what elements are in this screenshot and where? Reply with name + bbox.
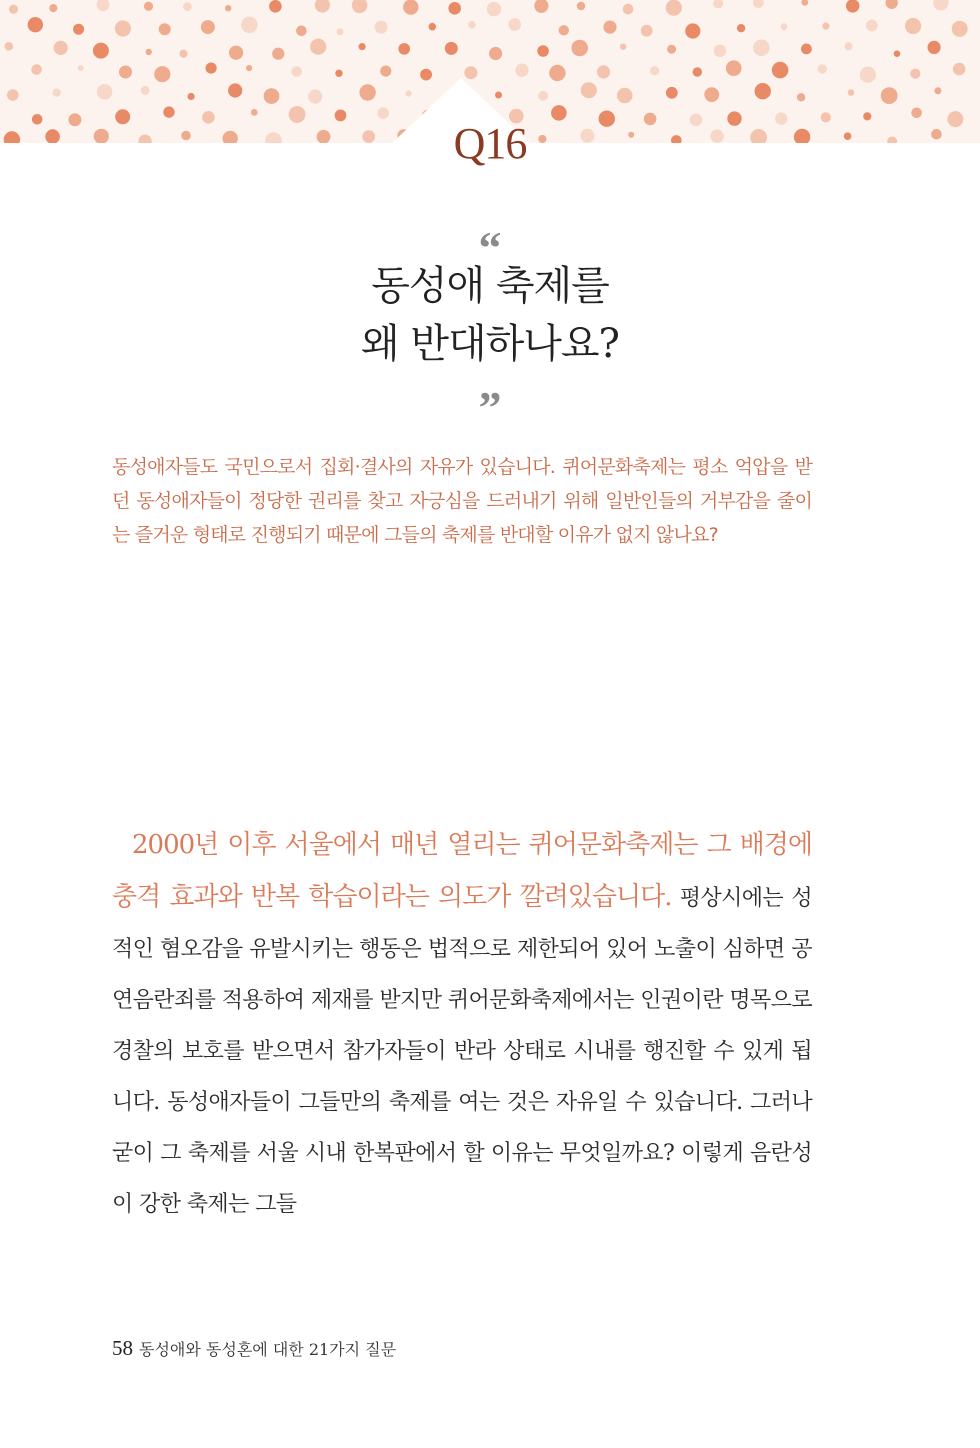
decor-dot xyxy=(726,60,742,76)
decor-dot xyxy=(886,0,898,9)
decor-dot xyxy=(225,5,231,11)
decor-dot xyxy=(534,0,548,13)
decor-dot xyxy=(581,82,597,98)
decor-dot xyxy=(359,84,375,100)
decor-dot xyxy=(429,23,437,31)
decor-dot xyxy=(448,2,461,15)
decor-dot xyxy=(667,45,676,54)
decor-dot xyxy=(73,24,84,35)
decor-dot xyxy=(737,24,745,32)
decor-dot xyxy=(620,44,626,50)
decor-dot xyxy=(5,42,14,51)
book-title: 동성애와 동성혼에 대한 21가지 질문 xyxy=(139,1340,397,1359)
close-quote-icon: ” xyxy=(478,382,502,433)
decor-dot xyxy=(549,65,565,81)
decor-dot xyxy=(28,17,43,32)
decor-dot xyxy=(685,23,700,38)
decor-dot xyxy=(577,2,585,10)
open-quote-icon: “ xyxy=(478,222,502,273)
decor-dot xyxy=(538,91,548,101)
decor-dot xyxy=(617,88,633,104)
decor-dot xyxy=(359,43,366,50)
decor-dot xyxy=(911,108,922,119)
decor-dot xyxy=(246,65,252,71)
decor-dot xyxy=(183,2,192,11)
decor-dot xyxy=(241,17,258,34)
decor-dot xyxy=(115,20,131,36)
decor-dot xyxy=(54,41,68,55)
decor-dot xyxy=(848,89,855,96)
decor-dot xyxy=(881,87,898,104)
decor-dot xyxy=(928,41,941,54)
decor-dot xyxy=(894,50,901,57)
decor-dot xyxy=(597,65,610,78)
decor-dot xyxy=(78,65,84,71)
decor-dot xyxy=(308,89,322,103)
decor-dot xyxy=(146,49,152,55)
decor-dot xyxy=(508,18,521,31)
decor-dot xyxy=(119,66,132,79)
decor-dot xyxy=(704,87,719,102)
decor-dot xyxy=(953,63,966,76)
question-intro: 동성애자들도 국민으로서 집회·결사의 자유가 있습니다. 퀴어문화축제는 평소 억압을 받던 동성애자들이 정당한 권리를 찾고 자긍심을 드러내기 위해 일반인들의 거부감을 줄이는 즐거운 형태로 진행되기 때문에 그들의 축제를 반대할 이유가 없지 않나요? xyxy=(112,456,812,546)
decor-dot xyxy=(933,0,948,11)
decor-dot xyxy=(818,64,827,73)
decor-dot xyxy=(860,67,876,83)
decor-dot xyxy=(905,18,921,34)
decor-dot xyxy=(603,21,616,34)
decor-dot xyxy=(641,25,653,37)
decor-dot xyxy=(335,70,342,77)
decor-dot xyxy=(159,23,171,35)
decor-dot xyxy=(515,63,528,76)
decor-dot xyxy=(206,63,217,74)
decor-dot xyxy=(315,0,330,13)
decor-dot xyxy=(93,43,109,59)
answer-text: 평상시에는 성적인 혐오감을 유발시키는 행동은 법적으로 제한되어 있어 노출이 심하면 공연음란죄를 적용하여 제재를 받지만 퀴어문화축제에서는 인권이란 명목으로 경찰의 보호를 받으면서 참가자들이 반라 상태로 시내를 행진할 수 있게 됩니다. 동성애자들이 그들만의 축제를 여는 것은 자유일 수 있습니다. 그러나 굳이 그 축제를 서울 시내 한복판에서 할 이유는 무엇일까요? 이렇게 음란성이 강한 축제는 그들 xyxy=(112,886,812,1217)
decor-dot xyxy=(272,48,284,60)
decor-dot xyxy=(179,50,187,58)
decor-dot xyxy=(666,87,678,99)
decor-dot xyxy=(801,0,808,6)
decor-dot xyxy=(141,86,150,95)
page-footer xyxy=(112,1334,396,1364)
decor-dot xyxy=(403,0,418,15)
page-title-line-2: 왜 반대하나요? xyxy=(361,321,619,367)
decor-dot xyxy=(623,4,634,15)
decor-dot xyxy=(537,45,549,57)
decor-dot xyxy=(49,4,57,12)
page-number: 58 xyxy=(112,1336,133,1360)
decor-dot xyxy=(801,44,812,55)
decor-dot xyxy=(714,45,727,58)
decor-dot xyxy=(571,40,588,57)
question-number: Q16 xyxy=(453,119,527,168)
page-title-line-1: 동성애 축제를 xyxy=(371,263,609,309)
decor-dot xyxy=(154,66,170,82)
decor-dot xyxy=(9,5,18,14)
decor-dot xyxy=(375,21,388,34)
decor-dot xyxy=(753,39,770,56)
decor-dot xyxy=(352,0,368,13)
decor-dot xyxy=(845,42,853,50)
decor-dot xyxy=(755,83,771,99)
decor-dot xyxy=(264,88,280,104)
decor-dot xyxy=(489,47,502,60)
decor-dot xyxy=(269,0,282,13)
decor-dot xyxy=(228,83,242,97)
decor-dot xyxy=(650,66,659,75)
decor-dot xyxy=(296,26,307,37)
decor-dot xyxy=(188,93,195,100)
decor-dot xyxy=(7,89,19,101)
decor-dot xyxy=(666,0,682,16)
decor-dot xyxy=(753,0,764,8)
decor-dot xyxy=(866,20,878,32)
decor-dot xyxy=(251,109,258,116)
decor-dot xyxy=(398,43,410,55)
decor-dot xyxy=(797,93,805,101)
decor-dot xyxy=(31,64,42,75)
decor-dot xyxy=(310,39,326,55)
decor-dot xyxy=(201,20,215,34)
decor-dot xyxy=(97,84,113,100)
decor-dot xyxy=(772,62,789,79)
decor-dot xyxy=(822,22,829,29)
decor-dot xyxy=(952,21,968,37)
decor-dot xyxy=(291,66,302,77)
decor-dot xyxy=(337,28,344,35)
decor-dot xyxy=(97,0,110,11)
answer-body xyxy=(112,820,812,1230)
decor-dot xyxy=(468,21,476,29)
decor-dot xyxy=(846,0,859,13)
decor-dot xyxy=(53,89,61,97)
decor-dot xyxy=(445,42,458,55)
answer-highlight: 2000년 이후 서울에서 매년 열리는 퀴어문화축제는 그 배경에 충격 효과와 반복 학습이라는 의도가 깔려있습니다. xyxy=(112,830,812,912)
decor-dot xyxy=(910,69,920,79)
decor-dot xyxy=(781,23,788,30)
decor-dot xyxy=(144,2,153,11)
decor-dot xyxy=(693,67,702,76)
decor-dot xyxy=(713,0,723,8)
decor-dot xyxy=(559,25,569,35)
decor-dot xyxy=(229,46,243,60)
decor-dot xyxy=(934,87,941,94)
decor-dot xyxy=(487,2,501,16)
decor-dot xyxy=(163,106,174,117)
decor-dot xyxy=(380,66,391,77)
